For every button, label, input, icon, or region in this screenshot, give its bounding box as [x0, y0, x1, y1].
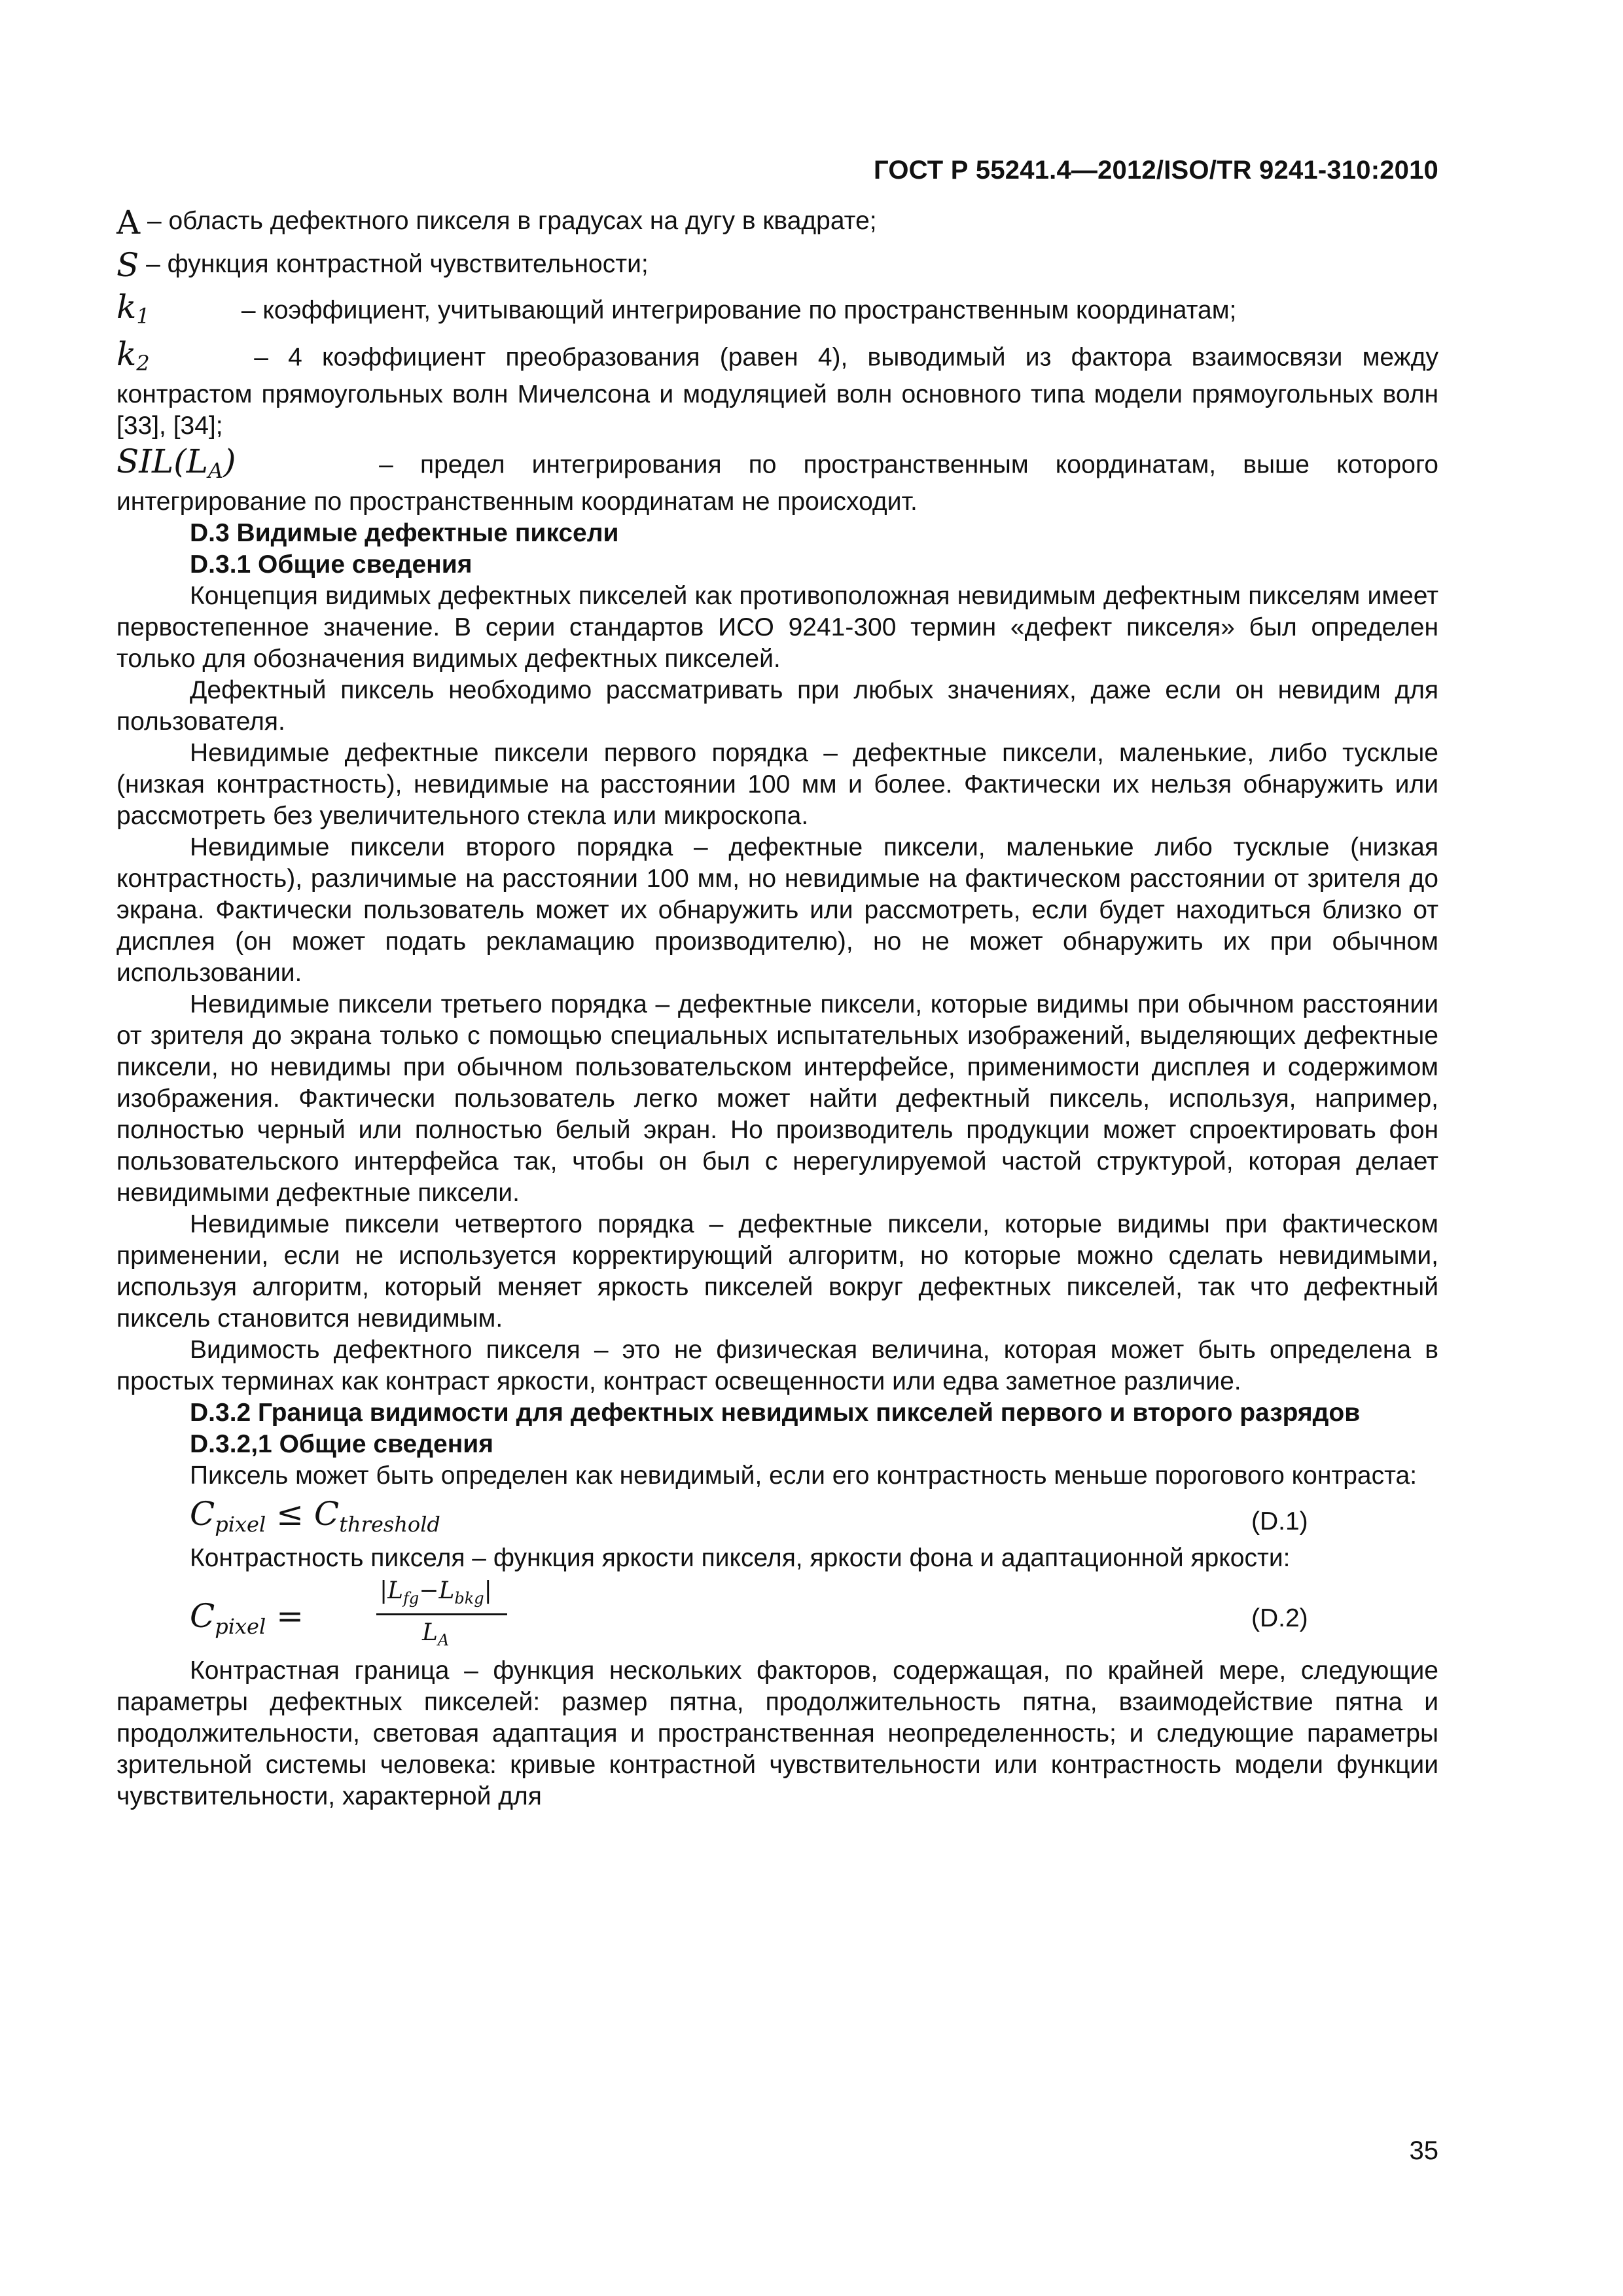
formula-d1	[116, 1492, 1438, 1543]
symbol-sil: $SIL(L_A)$	[116, 442, 236, 484]
paragraph-middle: Контрастность пикселя – функция яркости пикселя, яркости фона и адаптационной яркости:	[190, 1544, 1291, 1573]
definition-s-text: – функция контрастной чувствительности;	[146, 249, 649, 278]
formula-d2-denominator: $L_A$	[422, 1619, 450, 1650]
heading-d32: D.3.2 Граница видимости для дефектных невидимых пикселей первого и второго разрядов	[190, 1399, 1361, 1427]
definition-k2-text: – 4 коэффициент преобразования (равен 4), выводимый из фактора взаимосвязи между контрастом прямоугольных волн Мичелсона и модуляцией волн основного типа модели прямоугольных волн [33], [34];	[116, 343, 1438, 440]
paragraph-closing: Контрастная граница – функция нескольких факторов, содержащая, по крайней мере, следующие параметры дефектных пикселей: размер пятна, продолжительность пятна, взаимодействие пятна и продолжительности, световая адаптация и пространственная неопределенность; и следующие параметры зрительной системы человека: кривые контрастной чувствительности или контрастность модели функции чувствительности, характерной для	[116, 1657, 1438, 1811]
definition-k2	[116, 335, 1438, 442]
definition-sil	[116, 442, 1438, 518]
definition-sil-text: – предел интегрирования по пространственным координатам, выше которого интегрирование по пространственным координатам не происходит.	[116, 450, 1438, 516]
formula-d2-fraction-bar	[376, 1613, 507, 1615]
paragraph-second-order: Невидимые пиксели второго порядка – дефектные пиксели, маленькие либо тусклые (низкая контрастность), различимые на расстоянии 100 мм, но невидимые на фактическом расстоянии от зрителя до экрана. Фактически пользователь может их обнаружить или рассмотреть, если будет находиться близко от дисплея (он может подать рекламацию производителю), но не может обнаружить их при обычном использовании.	[116, 833, 1438, 988]
paragraph-first-order: Невидимые дефектные пиксели первого порядка – дефектные пиксели, маленькие, либо тусклые (низкая контрастность), невидимые на расстоянии 100 мм и более. Фактически их нельзя обнаружить или рассмотреть без увеличительного стекла или микроскопа.	[116, 739, 1438, 831]
definition-k1	[116, 288, 1438, 332]
formula-d2-numerator: $|L_{fg}-L_{bkg}|$	[380, 1577, 492, 1608]
definition-a-text: – область дефектного пикселя в градусах на дугу в квадрате;	[147, 207, 877, 235]
page-number: 35	[1409, 2136, 1438, 2165]
definition-s	[116, 246, 1438, 285]
formula-d1-number: (D.1)	[1251, 1507, 1308, 1536]
heading-d3: D.3 Видимые дефектные пиксели	[190, 519, 619, 548]
symbol-a: A	[116, 203, 141, 242]
heading-d321: D.3.2,1 Общие сведения	[190, 1430, 493, 1459]
formula-d1-expression: $C_{pixel} \le C_{threshold}$	[190, 1495, 440, 1537]
definition-a	[116, 203, 1438, 242]
heading-d31: D.3.1 Общие сведения	[190, 550, 473, 579]
paragraph-intro: Пиксель может быть определен как невидимый, если его контрастность меньше порогового контраста:	[190, 1462, 1418, 1490]
symbol-k2: $k_2$	[116, 335, 150, 376]
page-content	[116, 202, 1438, 1812]
paragraph-concept: Концепция видимых дефектных пикселей как противоположная невидимым дефектным пикселям имеет первостепенное значение. В серии стандартов ИСО 9241-300 термин «дефект пикселя» был определен только для обозначения видимых дефектных пикселей.	[116, 582, 1438, 673]
formula-d2-lhs: $C_{pixel}$ =	[190, 1597, 304, 1640]
document-header-code: ГОСТ Р 55241.4—2012/ISO/TR 9241-310:2010	[874, 156, 1438, 185]
symbol-k1: $k_1$	[116, 288, 150, 329]
definition-k1-text: – коэффициент, учитывающий интегрирование по пространственным координатам;	[241, 296, 1237, 325]
paragraph-fourth-order: Невидимые пиксели четвертого порядка – дефектные пиксели, которые видимы при фактическом применении, если не используется корректирующий алгоритм, но которые можно сделать невидимыми, используя алгоритм, который меняет яркость пикселей вокруг дефектных пикселей, так что дефектный пиксель становится невидимым.	[116, 1210, 1438, 1333]
paragraph-defective: Дефектный пиксель необходимо рассматривать при любых значениях, даже если он невидим для пользователя.	[116, 676, 1438, 736]
symbol-s: S	[116, 246, 139, 285]
paragraph-third-order: Невидимые пиксели третьего порядка – дефектные пиксели, которые видимы при обычном расстоянии от зрителя до экрана только с помощью специальных испытательных изображений, выделяющих дефектные пиксели, но невидимы при обычном пользовательском интерфейсе, применимости дисплея и содержимом изображения. Фактически пользователь легко может найти дефектный пиксель, используя, например, полностью черный или полностью белый экран. Но производитель продукции может спроектировать фон пользовательского интерфейса так, чтобы он был с нерегулируемой частой структурой, которая делает невидимыми дефектные пиксели.	[116, 990, 1438, 1208]
formula-d2-number: (D.2)	[1251, 1604, 1308, 1633]
formula-d2	[116, 1574, 1438, 1655]
paragraph-visibility: Видимость дефектного пикселя – это не физическая величина, которая может быть определена в простых терминах как контраст яркости, контраст освещенности или едва заметное различие.	[116, 1336, 1438, 1396]
